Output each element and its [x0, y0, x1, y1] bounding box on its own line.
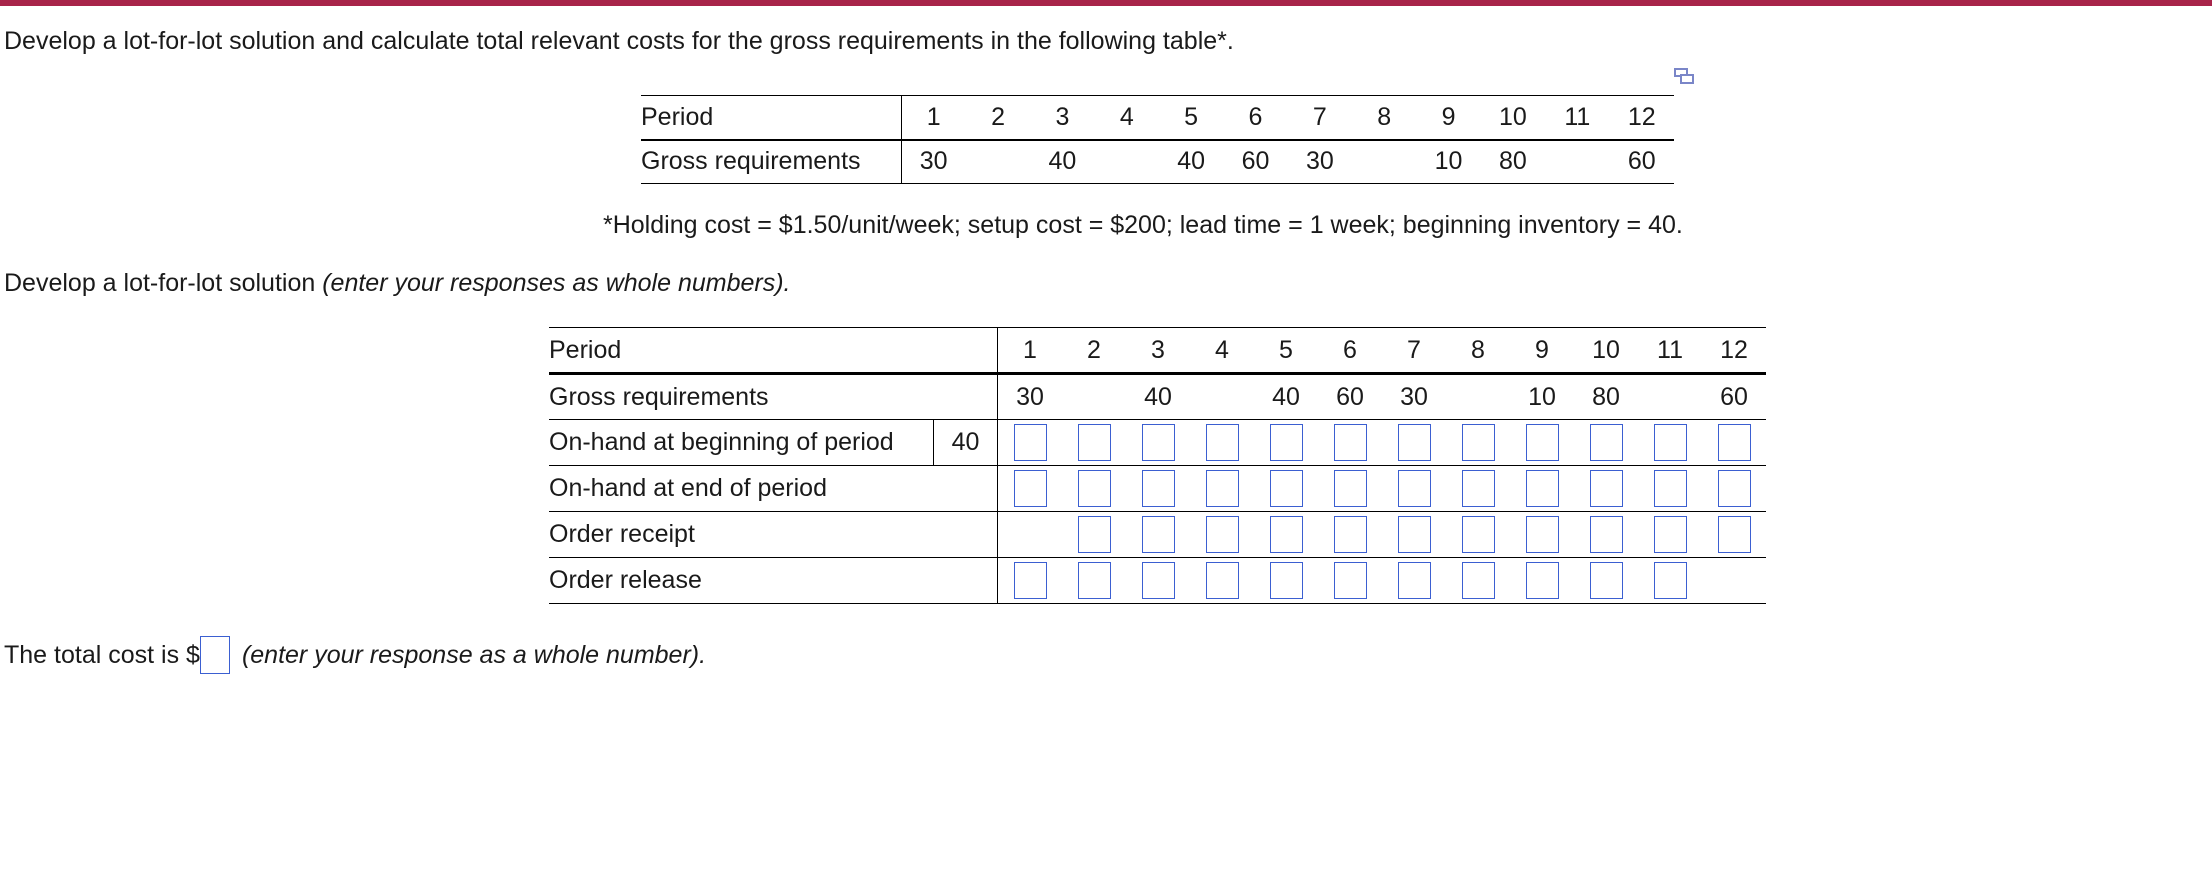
- gross-cell: 60: [1223, 140, 1287, 184]
- gross-cell: 40: [1254, 374, 1318, 420]
- gross-requirements-label: Gross requirements: [549, 374, 998, 420]
- onhand-begin-input-3[interactable]: [1142, 424, 1175, 461]
- gross-cell: [1446, 374, 1510, 420]
- gross-cell: [1352, 140, 1416, 184]
- instruction-text: Develop a lot-for-lot solution: [4, 269, 323, 297]
- popout-window-icon[interactable]: [1674, 68, 1692, 84]
- onhand-end-label: On-hand at end of period: [549, 466, 998, 512]
- period-cell: 4: [1190, 328, 1254, 374]
- order-receipt-input-2[interactable]: [1078, 516, 1111, 553]
- period-cell: 12: [1702, 328, 1766, 374]
- instruction: [4, 269, 791, 298]
- order-release-input-6[interactable]: [1334, 562, 1367, 599]
- order-receipt-input-10[interactable]: [1590, 516, 1623, 553]
- period-row: [641, 96, 1674, 140]
- onhand-end-input-5[interactable]: [1270, 470, 1303, 507]
- beginning-inventory-value: 40: [934, 420, 998, 466]
- period-label: Period: [549, 328, 998, 374]
- order-release-input-10[interactable]: [1590, 562, 1623, 599]
- gross-cell: 40: [1126, 374, 1190, 420]
- order-receipt-input-9[interactable]: [1526, 516, 1559, 553]
- order-receipt-label: Order receipt: [549, 512, 998, 558]
- gross-cell: 40: [1159, 140, 1223, 184]
- onhand-end-input-1[interactable]: [1014, 470, 1047, 507]
- onhand-end-input-9[interactable]: [1526, 470, 1559, 507]
- onhand-begin-label: On-hand at beginning of period: [549, 420, 934, 466]
- period-cell: 6: [1223, 96, 1287, 140]
- order-release-empty-cell: [1702, 558, 1766, 604]
- order-release-input-9[interactable]: [1526, 562, 1559, 599]
- instruction-hint: (enter your responses as whole numbers).: [322, 269, 791, 297]
- period-cell: 5: [1159, 96, 1223, 140]
- order-receipt-input-11[interactable]: [1654, 516, 1687, 553]
- period-cell: 9: [1416, 96, 1480, 140]
- order-release-row: [549, 558, 1766, 604]
- period-cell: 1: [901, 96, 966, 140]
- gross-cell: [1638, 374, 1702, 420]
- gross-cell: 10: [1510, 374, 1574, 420]
- order-release-input-8[interactable]: [1462, 562, 1495, 599]
- gross-cell: 30: [1288, 140, 1352, 184]
- onhand-begin-input-7[interactable]: [1398, 424, 1431, 461]
- order-receipt-input-3[interactable]: [1142, 516, 1175, 553]
- order-receipt-input-6[interactable]: [1334, 516, 1367, 553]
- onhand-end-input-12[interactable]: [1718, 470, 1751, 507]
- period-cell: 3: [1126, 328, 1190, 374]
- order-release-label: Order release: [549, 558, 998, 604]
- period-cell: 7: [1382, 328, 1446, 374]
- period-cell: 11: [1638, 328, 1702, 374]
- gross-cell: [1062, 374, 1126, 420]
- period-label: Period: [641, 96, 901, 140]
- gross-cell: [1190, 374, 1254, 420]
- gross-requirements-label: Gross requirements: [641, 140, 901, 184]
- order-receipt-input-12[interactable]: [1718, 516, 1751, 553]
- onhand-end-row: [549, 466, 1766, 512]
- gross-requirements-row: [549, 374, 1766, 420]
- gross-cell: 80: [1481, 140, 1545, 184]
- order-release-input-5[interactable]: [1270, 562, 1303, 599]
- onhand-end-input-8[interactable]: [1462, 470, 1495, 507]
- gross-cell: [1095, 140, 1159, 184]
- gross-cell: 40: [1030, 140, 1094, 184]
- period-cell: 10: [1481, 96, 1545, 140]
- onhand-begin-input-2[interactable]: [1078, 424, 1111, 461]
- onhand-begin-input-10[interactable]: [1590, 424, 1623, 461]
- period-cell: 5: [1254, 328, 1318, 374]
- period-cell: 2: [966, 96, 1030, 140]
- gross-cell: [1545, 140, 1609, 184]
- period-cell: 11: [1545, 96, 1609, 140]
- period-cell: 6: [1318, 328, 1382, 374]
- gross-cell: 60: [1702, 374, 1766, 420]
- order-release-input-7[interactable]: [1398, 562, 1431, 599]
- period-cell: 1: [998, 328, 1063, 374]
- period-cell: 3: [1030, 96, 1094, 140]
- onhand-end-input-7[interactable]: [1398, 470, 1431, 507]
- total-cost-prefix: The total cost is $: [4, 640, 200, 669]
- order-receipt-input-5[interactable]: [1270, 516, 1303, 553]
- order-receipt-input-7[interactable]: [1398, 516, 1431, 553]
- onhand-begin-input-6[interactable]: [1334, 424, 1367, 461]
- order-release-input-1[interactable]: [1014, 562, 1047, 599]
- onhand-end-input-6[interactable]: [1334, 470, 1367, 507]
- onhand-begin-input-4[interactable]: [1206, 424, 1239, 461]
- period-cell: 10: [1574, 328, 1638, 374]
- order-receipt-input-4[interactable]: [1206, 516, 1239, 553]
- onhand-end-input-10[interactable]: [1590, 470, 1623, 507]
- lot-for-lot-table: [549, 327, 1766, 604]
- period-row: [549, 328, 1766, 374]
- onhand-begin-input-11[interactable]: [1654, 424, 1687, 461]
- gross-cell: 60: [1318, 374, 1382, 420]
- gross-cell: 10: [1416, 140, 1480, 184]
- order-release-input-3[interactable]: [1142, 562, 1175, 599]
- total-cost-hint: (enter your response as a whole number).: [241, 640, 707, 669]
- period-cell: 8: [1446, 328, 1510, 374]
- onhand-begin-input-8[interactable]: [1462, 424, 1495, 461]
- onhand-begin-input-5[interactable]: [1270, 424, 1303, 461]
- onhand-begin-input-9[interactable]: [1526, 424, 1559, 461]
- onhand-end-input-11[interactable]: [1654, 470, 1687, 507]
- top-accent-bar: [0, 0, 2212, 6]
- period-cell: 2: [1062, 328, 1126, 374]
- onhand-end-input-2[interactable]: [1078, 470, 1111, 507]
- gross-requirements-table: [641, 95, 1674, 184]
- period-cell: 8: [1352, 96, 1416, 140]
- period-cell: 9: [1510, 328, 1574, 374]
- order-release-input-4[interactable]: [1206, 562, 1239, 599]
- onhand-begin-input-12[interactable]: [1718, 424, 1751, 461]
- order-receipt-row: [549, 512, 1766, 558]
- onhand-begin-row: [549, 420, 1766, 466]
- gross-cell: 30: [1382, 374, 1446, 420]
- onhand-begin-input-1[interactable]: [1014, 424, 1047, 461]
- gross-cell: [966, 140, 1030, 184]
- onhand-end-input-3[interactable]: [1142, 470, 1175, 507]
- problem-statement: Develop a lot-for-lot solution and calculate total relevant costs for the gross requirements in the following table*.: [4, 27, 1234, 55]
- gross-cell: 60: [1609, 140, 1674, 184]
- order-receipt-input-8[interactable]: [1462, 516, 1495, 553]
- gross-cell: 80: [1574, 374, 1638, 420]
- order-receipt-empty-cell: [998, 512, 1063, 558]
- period-cell: 4: [1095, 96, 1159, 140]
- period-cell: 7: [1288, 96, 1352, 140]
- footnote: *Holding cost = $1.50/unit/week; setup cost = $200; lead time = 1 week; beginning inventory = 40.: [603, 211, 1683, 239]
- gross-requirements-row: [641, 140, 1674, 184]
- onhand-end-input-4[interactable]: [1206, 470, 1239, 507]
- gross-cell: 30: [998, 374, 1063, 420]
- total-cost-input[interactable]: [200, 636, 230, 674]
- order-release-input-11[interactable]: [1654, 562, 1687, 599]
- total-cost-line: [4, 636, 706, 674]
- order-release-input-2[interactable]: [1078, 562, 1111, 599]
- gross-cell: 30: [901, 140, 966, 184]
- period-cell: 12: [1609, 96, 1674, 140]
